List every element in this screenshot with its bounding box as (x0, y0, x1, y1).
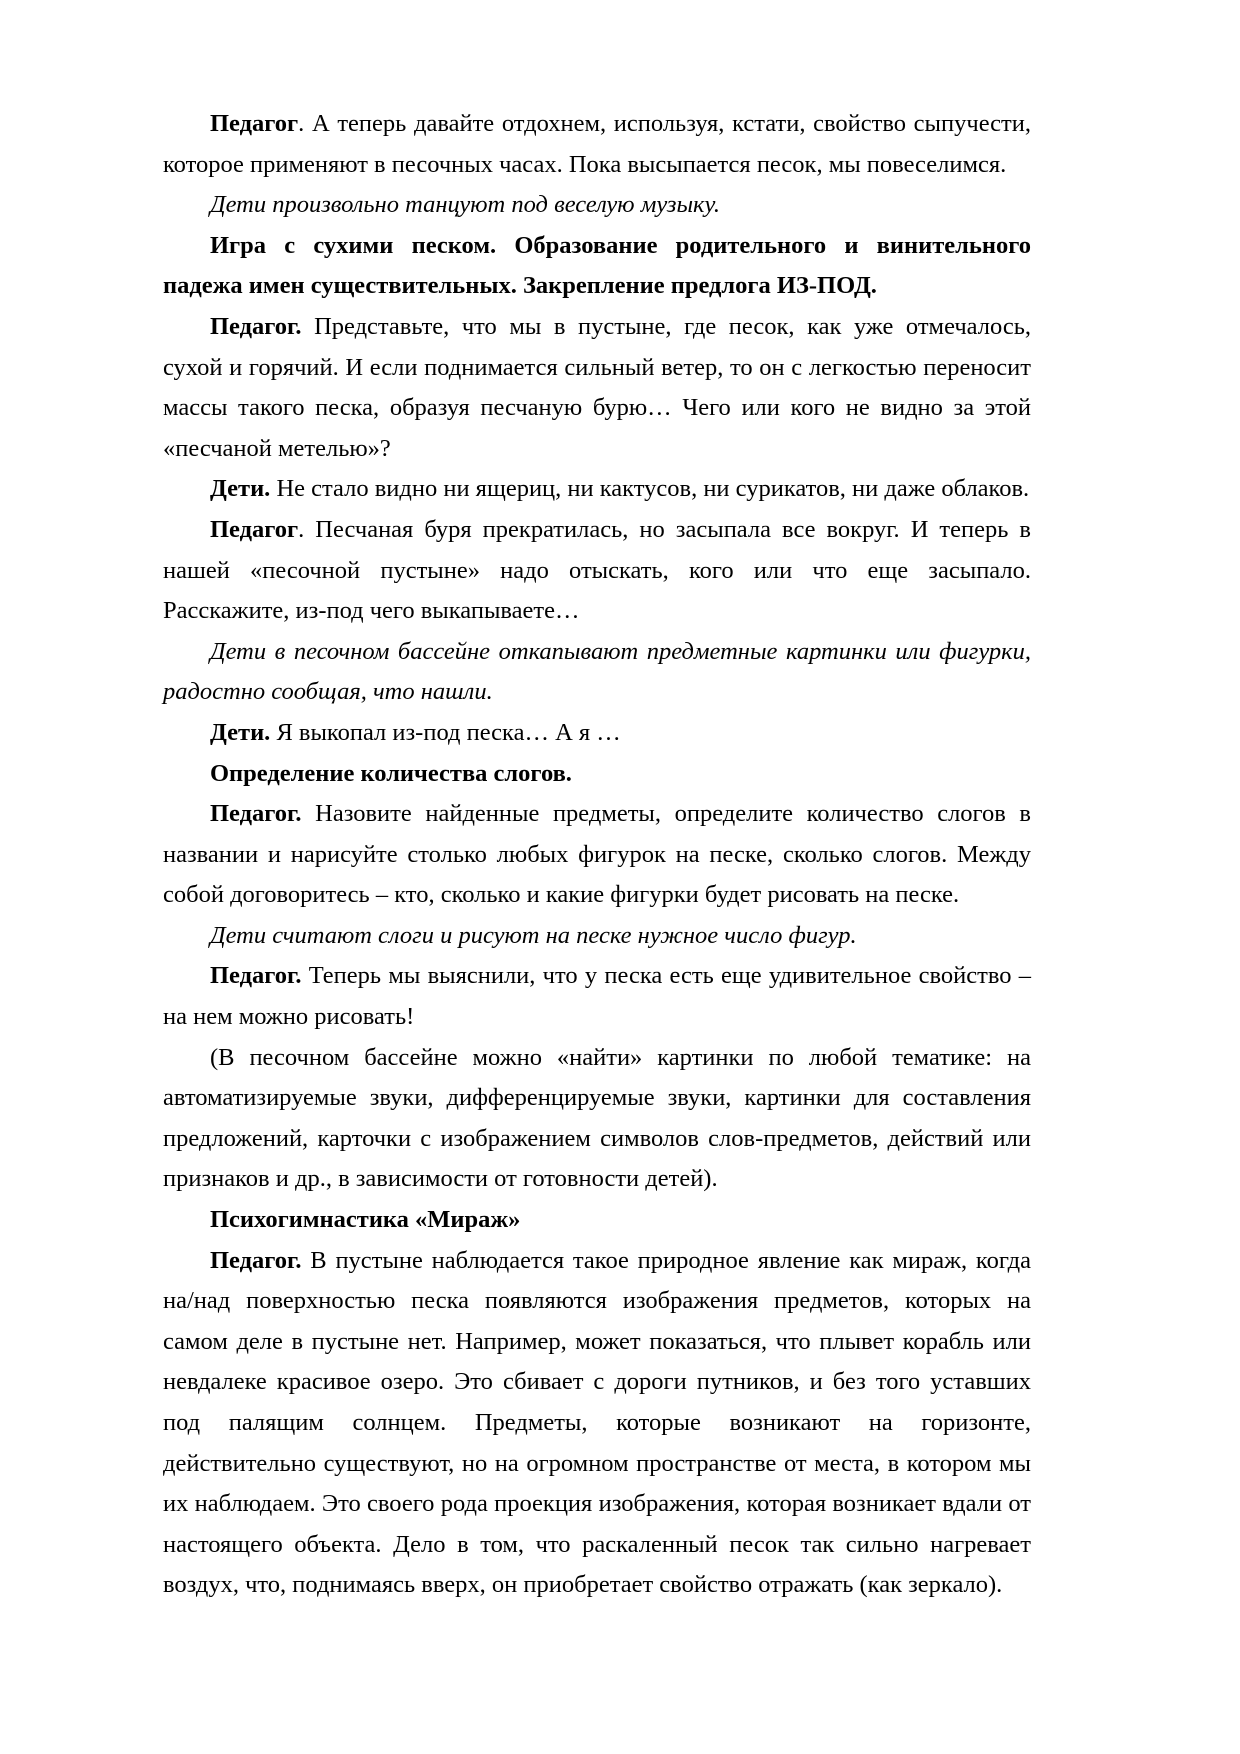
paragraph-text: Психогимнастика «Мираж» (210, 1206, 521, 1234)
paragraph-p8 (163, 713, 1031, 754)
speaker-label: Дети. (210, 475, 271, 503)
paragraph-p5 (163, 469, 1031, 510)
document-text-body (163, 104, 1031, 1606)
paragraph-text: Представьте, что мы в пустыне, где песок, как уже отмечалось, сухой и горячий. И если поднимается сильный ветер, то он с легкостью переносит массы такого песка, образуя песчаную бурю… Чего или кого не видно за этой «песчаной метелью»? (163, 312, 1031, 462)
paragraph-text: Дети считают слоги и рисуют на песке нужное число фигур. (210, 921, 857, 949)
paragraph-text: Определение количества слогов. (210, 759, 572, 787)
paragraph-text: . А теперь давайте отдохнем, используя, кстати, свойство сыпучести, которое применяют в песочных часах. Пока высыпается песок, мы повеселимся. (163, 110, 1031, 178)
paragraph-text: Дети в песочном бассейне откапывают предметные картинки или фигурки, радостно сообщая, что нашли. (163, 637, 1031, 706)
paragraph-text: Не стало видно ни ящериц, ни кактусов, ни сурикатов, ни даже облаков. (270, 475, 1030, 503)
speaker-label: Дети. (210, 718, 271, 746)
paragraph-p14-heading (163, 1200, 1031, 1241)
paragraph-text: Дети произвольно танцуют под веселую музыку. (210, 191, 720, 219)
paragraph-text: (В песочном бассейне можно «найти» картинки по любой тематике: на автоматизируемые звуки, дифференцируемые звуки, картинки для составления предложений, карточки с изображением символов слов-предметов, действий или признаков и др., в зависимости от готовности детей). (163, 1043, 1031, 1193)
paragraph-text: Назовите найденные предметы, определите количество слогов в названии и нарисуйте столько любых фигурок на песке, сколько слогов. Между собой договоритесь – кто, сколько и какие фигурки будет рисовать на песке. (163, 800, 1031, 909)
paragraph-p7 (163, 632, 1031, 713)
speaker-label: Педагог (210, 515, 299, 543)
paragraph-p13 (163, 1038, 1031, 1200)
paragraph-p9-heading (163, 754, 1031, 795)
paragraph-p12 (163, 956, 1031, 1037)
speaker-label: Педагог. (210, 312, 302, 340)
speaker-label: Педагог. (210, 962, 302, 990)
paragraph-p6 (163, 510, 1031, 632)
paragraph-p1 (163, 104, 1031, 185)
paragraph-p4 (163, 307, 1031, 469)
paragraph-text: В пустыне наблюдается такое природное явление как мираж, когда на/над поверхностью песка появляются изображения предметов, которых на самом деле в пустыне нет. Например, может показаться, что плывет корабль или невдалеке красивое озеро. Это сбивает с дороги путников, и без того уставших под палящим солнцем. Предметы, которые возникают на горизонте, действительно существуют, но на огромном пространстве от места, в котором мы их наблюдаем. Это своего рода проекция изображения, которая возникает вдали от настоящего объекта. Дело в том, что раскаленный песок так сильно нагревает воздух, что, поднимаясь вверх, он приобретает свойство отражать (как зеркало). (163, 1246, 1031, 1599)
paragraph-text: Игра с сухими песком. Образование родительного и винительного падежа имен существительных. Закрепление предлога ИЗ-ПОД. (163, 231, 1031, 300)
paragraph-text: . Песчаная буря прекратилась, но засыпала все вокруг. И теперь в нашей «песочной пустыне» надо отыскать, кого или что еще засыпало. Расскажите, из-под чего выкапываете… (163, 515, 1031, 625)
paragraph-p2 (163, 185, 1031, 226)
paragraph-p11 (163, 916, 1031, 957)
speaker-label: Педагог (210, 110, 299, 137)
paragraph-p3-heading (163, 226, 1031, 307)
paragraph-text: Я выкопал из-под песка… А я … (270, 718, 621, 746)
speaker-label: Педагог. (210, 1246, 302, 1274)
speaker-label: Педагог. (210, 800, 302, 828)
paragraph-p10 (163, 794, 1031, 916)
paragraph-text: Теперь мы выяснили, что у песка есть еще удивительное свойство – на нем можно рисовать! (163, 962, 1031, 1031)
paragraph-p15 (163, 1241, 1031, 1606)
